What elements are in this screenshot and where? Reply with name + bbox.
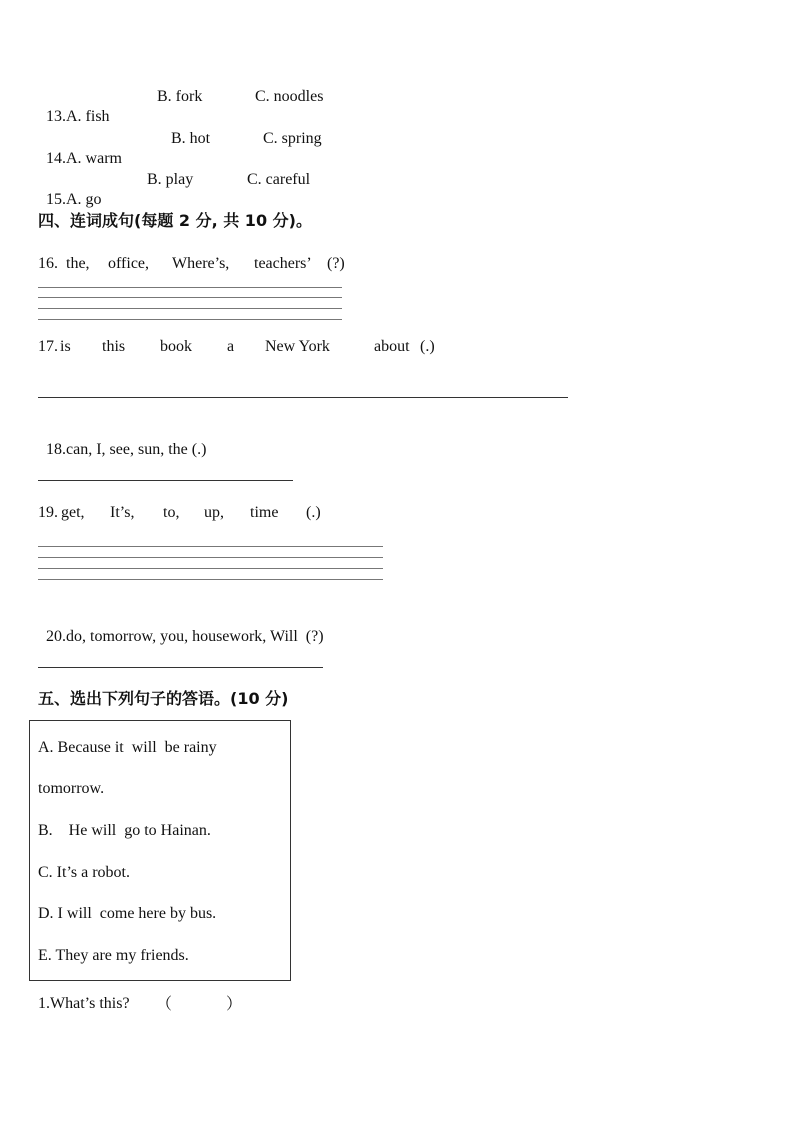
question-13-option-b: B. fork (157, 88, 203, 105)
answer-line (38, 579, 383, 580)
question-19-word: to, (163, 504, 180, 521)
question-17-word: about (374, 338, 410, 355)
question-17-word: is (60, 338, 71, 355)
answer-option-a-line2: tomorrow. (38, 780, 105, 797)
question-1-bracket-close: ） (226, 994, 243, 1013)
question-17-word: this (102, 338, 126, 355)
question-19-word: (.) (306, 504, 321, 521)
answer-option-e: E. They are my friends. (38, 947, 189, 964)
question-19-word: time (250, 504, 279, 521)
question-16-number: 16. (38, 255, 58, 272)
question-16-word: Where’s, (172, 255, 230, 272)
section-4-heading: 四、连词成句(每题 2 分, 共 10 分)。 (38, 211, 312, 230)
question-1-text: 1.What’s this? (38, 995, 130, 1012)
question-16-word: the, (66, 255, 90, 272)
question-14-option-c: C. spring (263, 130, 322, 147)
question-15-option-b: B. play (147, 171, 194, 188)
question-15-option-a: A. go (66, 191, 102, 208)
question-14-number: 14. (46, 150, 66, 167)
answer-option-c: C. It’s a robot. (38, 864, 130, 881)
question-13 (38, 87, 110, 127)
question-13-number: 13. (46, 108, 66, 125)
section-5-heading: 五、选出下列句子的答语。(10 分) (38, 689, 289, 708)
answer-options-box (29, 720, 291, 981)
question-1-bracket-open: （ (156, 994, 173, 1013)
question-15 (38, 170, 102, 210)
answer-line (38, 557, 383, 558)
question-19-number: 19. (38, 504, 58, 521)
answer-option-d: D. I will come here by bus. (38, 905, 217, 922)
question-18-number: 18. (46, 441, 66, 458)
question-19-word: It’s, (110, 504, 135, 521)
question-18-words: can, I, see, sun, the (.) (66, 441, 207, 458)
answer-line (38, 546, 383, 547)
question-16-word: office, (108, 255, 150, 272)
answer-option-b: B. He will go to Hainan. (38, 822, 211, 839)
answer-line (38, 287, 342, 288)
question-14-option-b: B. hot (171, 130, 211, 147)
question-16-word: (?) (327, 255, 345, 272)
question-19-word: up, (204, 504, 224, 521)
answer-line (38, 319, 342, 320)
answer-option-a-line1: A. Because it will be rainy (38, 739, 217, 756)
question-17-word: a (227, 338, 235, 355)
question-17-number: 17. (38, 338, 58, 355)
question-17-word: (.) (420, 338, 435, 355)
question-14 (38, 129, 122, 169)
question-18 (38, 420, 206, 460)
question-14-option-a: A. warm (66, 150, 122, 167)
question-13-option-a: A. fish (66, 108, 110, 125)
question-16-word: teachers’ (254, 255, 312, 272)
question-15-option-c: C. careful (247, 171, 311, 188)
question-15-number: 15. (46, 191, 66, 208)
answer-line (38, 568, 383, 569)
answer-line (38, 480, 293, 481)
answer-line (38, 397, 568, 398)
question-20-number: 20. (46, 628, 66, 645)
question-17-word: book (160, 338, 192, 355)
answer-line (38, 297, 342, 298)
question-13-option-c: C. noodles (255, 88, 324, 105)
answer-line (38, 308, 342, 309)
question-17-word: New York (265, 338, 330, 355)
answer-line (38, 667, 323, 668)
question-20-words: do, tomorrow, you, housework, Will (?) (66, 628, 324, 645)
question-19-word: get, (61, 504, 85, 521)
question-20 (38, 607, 324, 647)
